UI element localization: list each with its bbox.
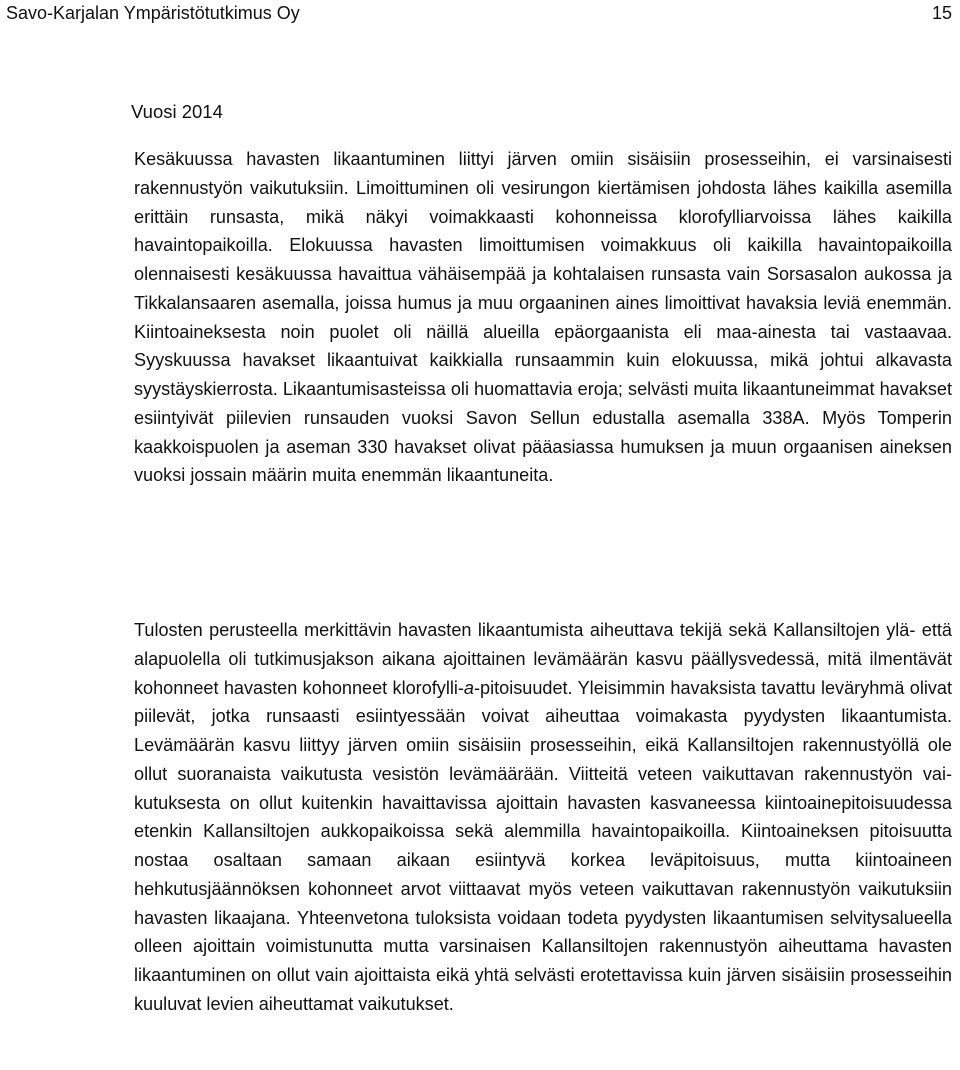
paragraph-2-text-end: -pitoisuudet. Yleisimmin havaksista tavattu leväryhmä olivat piilevät, jotka runsaasti esiintyessään voivat aiheuttaa voimakasta pyydysten likaantumista. Levämäärän kasvu liittyy järven omiin sisäisiin prosesseihin, eikä Kallansiltojen rakennustyöllä ole ollut suoranaista vaikutusta vesistön levämäärään. Viitteitä veteen vaikuttavan rakennustyön vaikutuksesta on ollut kuitenkin havaittavissa ajoittain havasten kasvaneessa kiintoainepitoisuudessa etenkin Kallansiltojen aukkopaikoissa sekä alemmilla havaintopaikoilla. Kiintoaineksen pitoisuutta nostaa osaltaan samaan aikaan esiintyvä korkea leväpitoisuus, mutta kiintoaineen hehkutusjäännöksen kohonneet arvot viittaavat myös veteen vaikuttavan rakennustyön vaikutuksiin havasten likaajana. Yhteenvetona tuloksista voidaan todeta pyydysten likaantumisen selvitysalueella olleen ajoittain voimistunutta mutta varsinaisen Kallansiltojen rakennustyön aiheuttama havasten likaantuminen on ollut vain ajoittaista eikä yhtä selvästi erotettavissa kuin järven sisäisiin prosesseihin kuuluvat levien aiheuttamat vaikutukset. (134, 677, 952, 1014)
paragraph-2-text-start: Tulosten perusteella merkittävin havasten likaantumista aiheuttava tekijä sekä Kallansiltojen ylä- että alapuolella oli tutkimusjakson aikana ajoittainen levämäärän kasvu päällysvedessä, mitä ilmentävät kohonneet havasten kohonneet klorofylli- (134, 620, 952, 698)
paragraph-2 (134, 616, 952, 1019)
organization-name: Savo-Karjalan Ympäristötutkimus Oy (6, 3, 300, 23)
paragraph-1: Kesäkuussa havasten likaantuminen liittyi järven omiin sisäisiin prosesseihin, ei varsinaisesti rakennustyön vaikutuksiin. Limoittuminen oli vesirungon kiertämisen johdosta lähes kaikilla asemilla erittäin runsasta, mikä näkyi voimakkaasti kohonneissa klorofylliarvoissa lähes kaikilla havaintopaikoilla. Elokuussa havasten limoittumisen voimakkuus oli kaikilla havaintopaikoilla olennaisesti kesäkuussa havaittua vähäisempää ja kohtalaisen runsasta vain Sorsasalon aukossa ja Tikkalansaaren asemalla, joissa humus ja muu orgaaninen aines limoittivat havaksia leviä enemmän. Kiintoaineksesta noin puolet oli näillä alueilla epäorgaanista eli maa-ainesta tai vastaavaa. Syyskuussa havakset likaantuivat kaikkialla runsaammin kuin elokuussa, mikä johtui alkavasta syystäyskierrosta. Likaantumisasteissa oli huomattavia eroja; selvästi muita likaantuneimmat havakset esiintyivät piilevien runsauden vuoksi Savon Sellun edustalla asemalla 338A. Myös Tomperin kaakkoispuolen ja aseman 330 havakset olivat pääasiassa humuksen ja muun orgaanisen aineksen vuoksi jossain määrin muita enemmän likaantuneita. (134, 149, 952, 486)
italic-a-subscript: a (463, 677, 474, 698)
page-header (6, 0, 952, 26)
page-number: 15 (931, 3, 952, 23)
section-heading: Vuosi 2014 (131, 101, 223, 122)
